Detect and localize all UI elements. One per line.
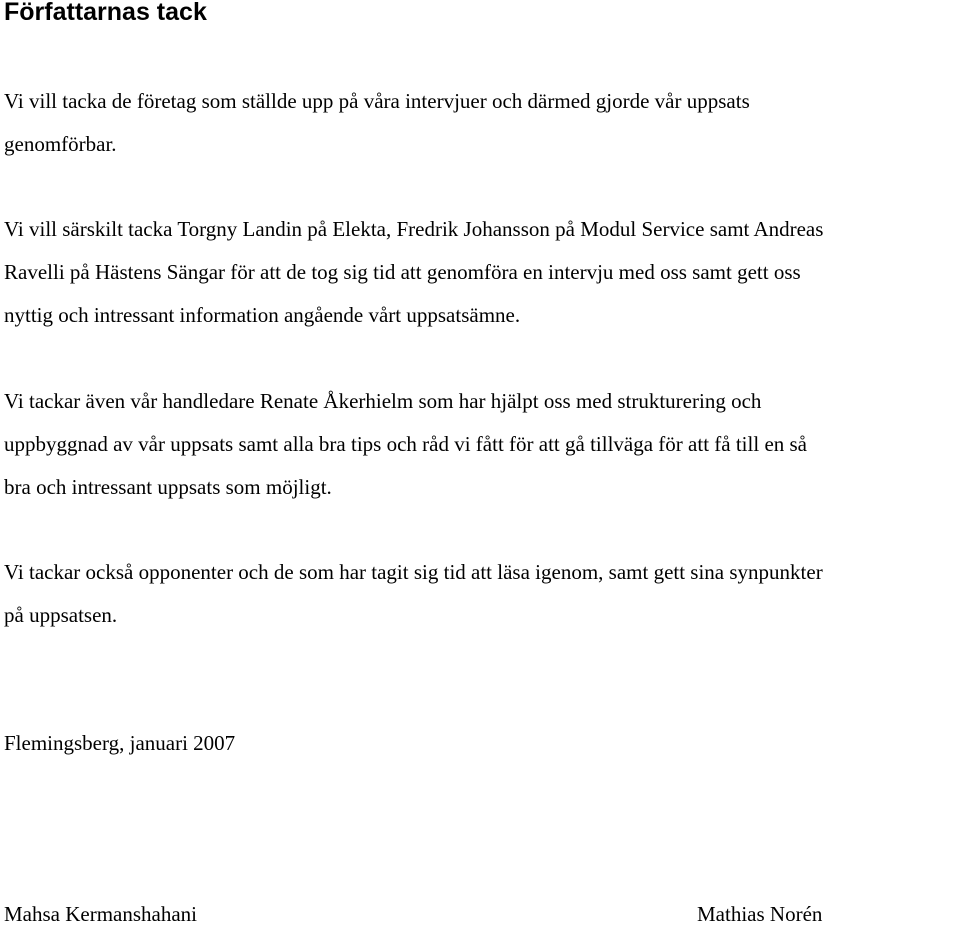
place-date: Flemingsberg, januari 2007 [4, 731, 236, 755]
paragraph-line: Vi tackar också opponenter och de som har tagit sig tid att läsa igenom, samt gett sina synpunkter [4, 560, 823, 584]
page-title: Författarnas tack [4, 0, 207, 26]
paragraph-special-thanks [4, 208, 959, 337]
paragraph-line: Vi vill särskilt tacka Torgny Landin på Elekta, Fredrik Johansson på Modul Service samt Andreas [4, 217, 824, 241]
paragraph-line: på uppsatsen. [4, 603, 118, 627]
paragraph-line: genomförbar. [4, 132, 117, 156]
paragraph-companies [4, 80, 959, 166]
signature-left: Mahsa Kermanshahani [4, 902, 198, 926]
paragraph-line: Vi vill tacka de företag som ställde upp på våra intervjuer och därmed gjorde vår uppsats [4, 89, 750, 113]
paragraph-supervisor [4, 380, 959, 509]
paragraph-line: Ravelli på Hästens Sängar för att de tog sig tid att genomföra en intervju med oss samt gett oss [4, 260, 801, 284]
signature-right: Mathias Norén [697, 902, 823, 926]
paragraph-opponents [4, 551, 959, 637]
paragraph-line: nyttig och intressant information angående vårt uppsatsämne. [4, 303, 521, 327]
paragraph-line: bra och intressant uppsats som möjligt. [4, 475, 332, 499]
paragraph-line: Vi tackar även vår handledare Renate Åkerhielm som har hjälpt oss med strukturering och [4, 389, 762, 413]
paragraph-line: uppbyggnad av vår uppsats samt alla bra tips och råd vi fått för att gå tillväga för att få till en så [4, 432, 808, 456]
